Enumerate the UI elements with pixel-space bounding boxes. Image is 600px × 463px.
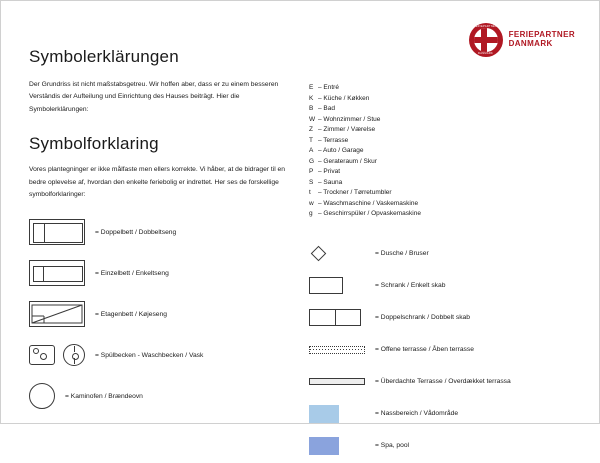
abbrev-text: – Bad bbox=[318, 105, 335, 113]
legend-item-bunk-bed bbox=[29, 297, 291, 331]
legend-label-wet-area: = Nassbereich / Vådområde bbox=[375, 410, 459, 417]
abbrev-key: K bbox=[309, 94, 314, 102]
logo-seal-bottom-text: DANMARK bbox=[478, 52, 494, 55]
legend-item-covered-terrace bbox=[309, 367, 579, 396]
single-bed-icon bbox=[29, 260, 85, 286]
page-title-da: Symbolforklaring bbox=[29, 134, 159, 154]
abbrev-row bbox=[309, 94, 574, 105]
abbrev-text: – Gerateraum / Skur bbox=[318, 157, 377, 165]
legend-item-sink bbox=[29, 338, 291, 372]
abbrev-row bbox=[309, 178, 574, 189]
legend-item-single-cabinet bbox=[309, 271, 579, 300]
abbrev-key: T bbox=[309, 136, 313, 144]
legend-label-double-cabinet: = Doppelschrank / Dobbelt skab bbox=[375, 314, 470, 321]
legend-label-sink: = Spülbecken - Waschbecken / Vask bbox=[95, 351, 204, 359]
dotted-rectangle-icon bbox=[309, 346, 365, 354]
abbrev-text: – Wohnzimmer / Stue bbox=[318, 115, 381, 123]
double-bed-icon bbox=[29, 219, 85, 245]
abbrev-key: Z bbox=[309, 126, 313, 134]
abbrev-text: – Waschmaschine / Vaskemaskine bbox=[318, 199, 419, 207]
abbrev-key: G bbox=[309, 157, 315, 165]
page-title-de: Symbolerklärungen bbox=[29, 47, 179, 66]
legend-label-stove: = Kaminofen / Brændeovn bbox=[65, 392, 143, 400]
legend-item-pool bbox=[309, 431, 579, 460]
legend-item-stove bbox=[29, 379, 291, 413]
abbrev-row bbox=[309, 146, 574, 157]
logo-line-2: DANMARK bbox=[508, 39, 553, 48]
abbrev-text: – Auto / Garage bbox=[318, 147, 364, 155]
filled-rectangle-icon bbox=[309, 378, 365, 385]
logo-line-1: FERIEPARTNER bbox=[508, 30, 575, 40]
legend-label-single-bed: = Einzelbett / Enkeltseng bbox=[95, 269, 169, 277]
legend-label-double-bed: = Doppelbett / Dobbeltseng bbox=[95, 228, 177, 236]
abbrev-row bbox=[309, 199, 574, 210]
danish-flag-icon bbox=[474, 28, 498, 52]
legend-label-pool: = Spa, pool bbox=[375, 442, 410, 449]
abbrev-row bbox=[309, 209, 574, 220]
abbreviation-list bbox=[309, 83, 574, 220]
left-legend-list bbox=[29, 215, 291, 413]
kitchen-sink-icon bbox=[29, 345, 55, 365]
legend-item-open-terrace bbox=[309, 335, 579, 364]
abbrev-key: E bbox=[309, 84, 314, 91]
abbrev-text: – Trockner / Tørretumbler bbox=[318, 189, 392, 197]
legend-label-covered-terrace: = Überdachte Terrasse / Overdækket terrassa bbox=[375, 378, 511, 385]
wet-area-swatch-icon bbox=[309, 405, 365, 423]
abbrev-text: – Entré bbox=[318, 84, 339, 91]
legend-item-double-cabinet bbox=[309, 303, 579, 332]
legend-label-open-terrace: = Offene terrasse / Åben terrasse bbox=[375, 346, 474, 353]
abbrev-text: – Zimmer / Værelse bbox=[318, 126, 376, 134]
wash-basin-icon bbox=[63, 344, 85, 366]
covered-terrace-icon bbox=[309, 378, 365, 385]
abbrev-key: g bbox=[309, 210, 313, 218]
legend-item-double-bed bbox=[29, 215, 291, 249]
intro-paragraph-da: Vores plantegninger er ikke målfaste men ellers korrekte. Vi håber, at de bidrager til en bedre oplevelse af, hvordan den enkelte feriebolig er indrettet. Her ses de forskellige symbolforklaringer: bbox=[29, 166, 285, 198]
open-terrace-icon bbox=[309, 346, 365, 354]
bunk-bed-icon bbox=[29, 301, 85, 327]
legend-label-single-cabinet: = Schrank / Enkelt skab bbox=[375, 282, 446, 289]
abbrev-text: – Küche / Køkken bbox=[318, 94, 370, 102]
cabinet-shape-icon bbox=[309, 277, 343, 294]
legend-label-bunk-bed: = Etagenbett / Køjeseng bbox=[95, 310, 167, 318]
abbrev-row bbox=[309, 167, 574, 178]
cabinet-shape-icon bbox=[309, 309, 361, 326]
tap-icon bbox=[33, 348, 39, 354]
abbrev-row bbox=[309, 115, 574, 126]
logo-seal-icon bbox=[469, 23, 503, 57]
abbrev-key: w bbox=[309, 199, 314, 207]
abbrev-key: W bbox=[309, 115, 316, 123]
abbrev-row bbox=[309, 157, 574, 168]
drain-icon bbox=[40, 353, 47, 360]
color-swatch bbox=[309, 405, 339, 423]
abbrev-row bbox=[309, 188, 574, 199]
abbrev-row bbox=[309, 136, 574, 147]
drain-icon bbox=[72, 353, 79, 360]
shower-diamond-icon bbox=[309, 248, 365, 259]
double-cabinet-icon bbox=[309, 309, 365, 326]
right-legend-list bbox=[309, 239, 579, 463]
logo-seal-top-text: FERIEPARTNER bbox=[473, 25, 498, 28]
abbrev-key: S bbox=[309, 178, 314, 186]
abbrev-row bbox=[309, 125, 574, 136]
abbrev-row bbox=[309, 104, 574, 115]
abbrev-key: A bbox=[309, 147, 314, 155]
abbrev-key: B bbox=[309, 105, 314, 113]
diamond-shape-icon bbox=[311, 246, 327, 262]
pool-swatch-icon bbox=[309, 437, 365, 455]
abbrev-text: – Terrasse bbox=[318, 136, 349, 144]
intro-paragraph-de: Der Grundriss ist nicht maßstabsgetreu. Wir hoffen aber, dass er zu einem besseren Verständis der Aufteilung und Einrichtung des Hauses beiträgt. Hier die Symbolerklärungen: bbox=[29, 81, 279, 113]
sink-icon bbox=[29, 344, 85, 366]
stove-icon bbox=[29, 383, 55, 409]
abbreviation-rows bbox=[309, 83, 574, 220]
abbrev-row bbox=[309, 83, 574, 94]
single-cabinet-icon bbox=[309, 277, 365, 294]
feriepartner-logo bbox=[469, 23, 575, 57]
legend-label-shower: = Dusche / Bruser bbox=[375, 250, 429, 257]
color-swatch bbox=[309, 437, 339, 455]
logo-wordmark bbox=[509, 31, 575, 49]
abbrev-text: – Privat bbox=[318, 168, 341, 176]
left-column bbox=[29, 47, 291, 420]
legend-item-single-bed bbox=[29, 256, 291, 290]
abbrev-key: P bbox=[309, 168, 314, 176]
legend-item-shower bbox=[309, 239, 579, 268]
abbrev-text: – Sauna bbox=[318, 178, 343, 186]
abbrev-text: – Geschirrspüler / Opvaskemaskine bbox=[318, 210, 421, 218]
abbrev-key: t bbox=[309, 189, 311, 197]
